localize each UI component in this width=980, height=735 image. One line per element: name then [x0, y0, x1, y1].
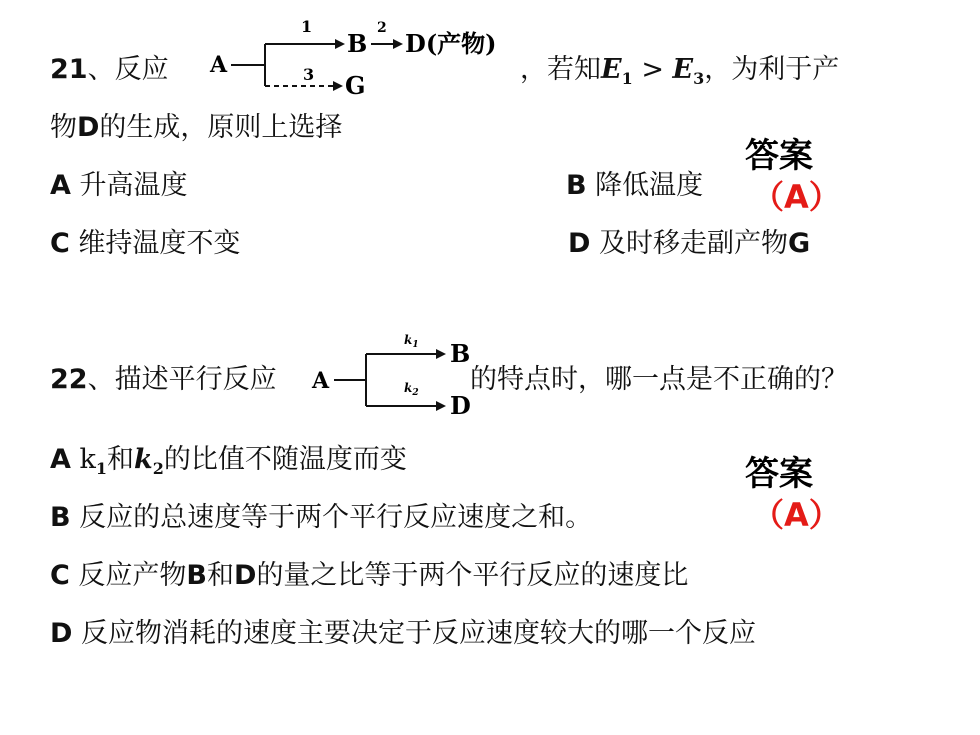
q21-scheme-k3: 3: [303, 65, 315, 84]
q21-answer-value: （A）: [752, 178, 841, 216]
q22-option-a: A $k_1$和$k_2$的比值不随温度而变: [50, 444, 407, 478]
q21-text-tail: ，为利于产: [704, 54, 840, 85]
q22-line1: 22、描述平行反应: [50, 364, 277, 395]
q21-e3: $E_3$: [672, 54, 705, 88]
q21-option-b: B 降低温度: [566, 170, 704, 201]
q21-number: 21: [50, 54, 88, 85]
q21-option-c: C 维持温度不变: [50, 228, 241, 259]
q21-reaction-scheme: [205, 8, 535, 98]
q21-lead: 反应: [114, 54, 169, 85]
q21-e1: $E_1$: [601, 54, 633, 88]
q21-text-after: ，若知: [520, 54, 601, 85]
q21-scheme-product-g: G: [345, 71, 366, 98]
q22-option-c: C 反应产物B和D的量之比等于两个平行反应的速度比: [50, 560, 689, 591]
q22-answer-label: 答案: [745, 454, 813, 494]
q21-sep: 、: [87, 54, 115, 85]
q21-scheme-k2: 2: [377, 20, 387, 36]
q22-scheme-product-b: B: [450, 339, 471, 368]
q21-answer-label: 答案: [745, 136, 813, 176]
q22-scheme-k1: $k_1$: [404, 333, 419, 350]
q22-option-b: B 反应的总速度等于两个平行反应速度之和。: [50, 502, 593, 533]
q22-k2: $k_2$: [134, 444, 164, 478]
q21-line2: 物D的生成，原则上选择: [50, 112, 343, 143]
q21-scheme-reactant: A: [210, 52, 228, 78]
q22-k1: $k_1$: [79, 444, 108, 478]
q22-option-d: D 反应物消耗的速度主要决定于反应速度较大的哪一个反应: [50, 618, 757, 649]
q21-line1: [50, 56, 169, 83]
q22-reaction-scheme: [310, 330, 480, 420]
q22-scheme-reactant: A: [312, 368, 330, 394]
q21-scheme-product-d: D(产物): [405, 29, 497, 58]
q22-line1-tail: 的特点时，哪一点是不正确的？: [470, 364, 848, 395]
q22-number: 22: [50, 364, 88, 395]
q21-option-d: D 及时移走副产物G: [568, 228, 811, 259]
q21-line1-tail: [520, 56, 839, 87]
q22-answer-value: （A）: [752, 496, 841, 534]
q21-scheme-k1: 1: [301, 17, 313, 36]
q21-option-a: A 升高温度: [50, 170, 188, 201]
q21-scheme-product-b: B: [347, 29, 368, 58]
q22-scheme-product-d: D: [450, 391, 471, 420]
q21-gt: >: [632, 54, 673, 85]
q22-scheme-k2: $k_2$: [404, 381, 419, 398]
